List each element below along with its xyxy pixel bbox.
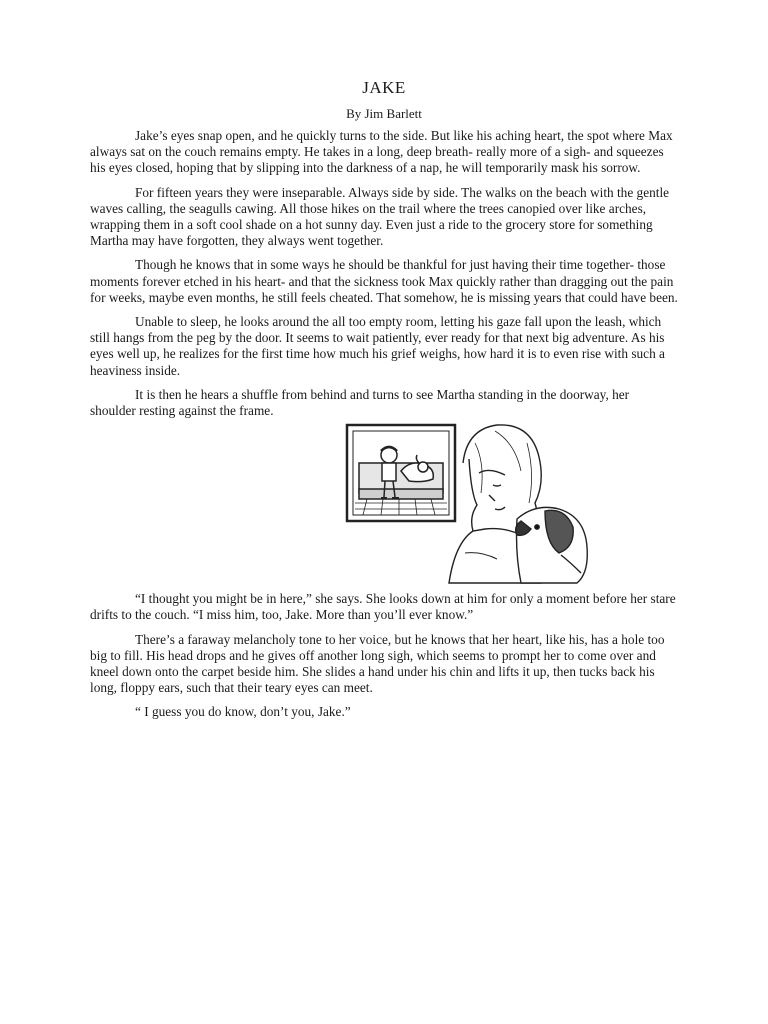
- paragraph-4: Unable to sleep, he looks around the all too empty room, letting his gaze fall upon the leash, which still hangs from the peg by the door. It seems to wait patiently, ever ready for that next big adventure. As his eyes well up, he realizes for the first time how much his grief weighs, how hard it is to even rise with such a heaviness inside.: [90, 314, 665, 378]
- story-illustration: [345, 423, 590, 585]
- story-title: JAKE: [362, 78, 406, 97]
- paragraph-1: Jake’s eyes snap open, and he quickly turns to the side. But like his aching heart, the spot where Max always sat on the couch remains empty. He takes in a long, deep breath- really more of a sigh- and squeezes his eyes closed, hoping that by slipping into the darkness of a nap, he will temporarily mask his sorrow.: [90, 128, 673, 176]
- dog-figure-icon: [516, 508, 588, 584]
- document-page: [90, 78, 678, 729]
- paragraph-6: “I thought you might be in here,” she says. She looks down at him for only a moment before her stare drifts to the couch. “I miss him, too, Jake. More than you’ll ever know.”: [90, 591, 676, 623]
- paragraph-7: There’s a faraway melancholy tone to her voice, but he knows that her heart, like his, has a hole too big to fill. His head drops and he gives off another long sigh, which seems to prompt her to come over and kneel down onto the carpet beside him. She slides a hand under his chin and lifts it up, then tucks back his long, floppy ears, such that their teary eyes can meet.: [90, 631, 665, 696]
- paragraph-8: “ I guess you do know, don’t you, Jake.”: [135, 704, 351, 720]
- paragraph-5: It is then he hears a shuffle from behind and turns to see Martha standing in the doorway, her shoulder resting against the frame.: [90, 386, 630, 419]
- illustration-woman-and-dog-icon: [345, 423, 590, 585]
- paragraph-2: For fifteen years they were inseparable. Always side by side. The walks on the beach with the gentle waves calling, the seagulls cawing. All those hikes on the trail where the trees canopied over like arches, wrapping them in a soft cool shade on a hot sunny day. Even just a ride to the grocery store for something Martha may have forgotten, they always went together.: [90, 184, 670, 249]
- paragraph-3: Though he knows that in some ways he should be thankful for just having their time together- those moments forever etched in his heart- and that the sickness took Max quickly rather than dragging out the pain for weeks, maybe even months, he still feels cheated. That somehow, he is missing years that could have been.: [90, 257, 678, 305]
- story-byline: By Jim Barlett: [346, 106, 422, 121]
- framed-photo-icon: [347, 425, 455, 521]
